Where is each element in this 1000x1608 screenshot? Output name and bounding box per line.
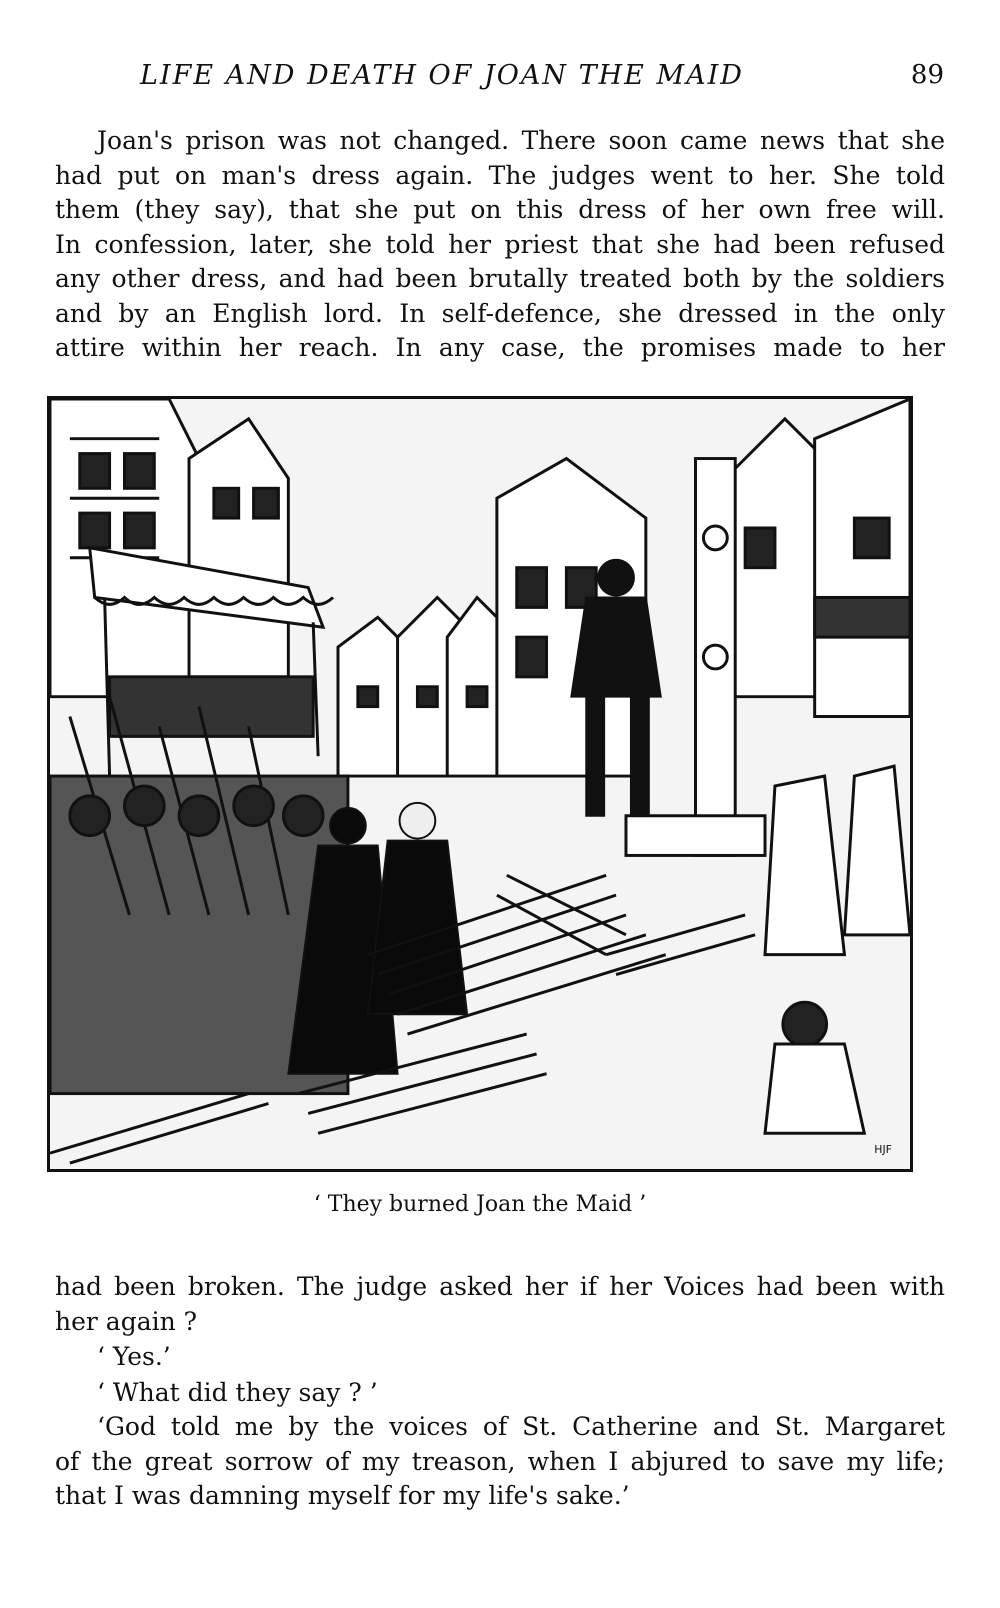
page-number: 89 [910, 60, 944, 90]
illustration-burning-of-joan [47, 396, 913, 1172]
engraving-drawing [50, 399, 910, 1169]
text-line: her again ? [55, 1306, 198, 1336]
dialog-yes: ‘ Yes.’ [97, 1342, 171, 1371]
artist-monogram: HJF [874, 1143, 892, 1157]
text-line: had put on man's dress again. The judges went to her. She told [55, 160, 945, 190]
paragraph-joan-answer [55, 1410, 945, 1514]
dialog-what-did-they-say: ‘ What did they say ? ’ [97, 1378, 378, 1407]
text-line: that I was damning myself for my life's sake.’ [55, 1481, 630, 1510]
text-line: them (they say), that she put on this dress of her own free will. [55, 195, 945, 224]
text-line: and by an English lord. In self-defence, she dressed in the only [55, 298, 945, 328]
paragraph-judge-question [55, 1270, 945, 1339]
left-buildings [50, 399, 288, 697]
text-line: any other dress, and had been brutally treated both by the soldiers [55, 264, 945, 293]
text-line: ‘God told me by the voices of St. Catherine and St. Margaret [97, 1412, 945, 1441]
running-title: LIFE AND DEATH OF JOAN THE MAID [140, 60, 744, 91]
text-line: of the great sorrow of my treason, when I abjured to save my life; [55, 1446, 945, 1476]
text-line: had been broken. The judge asked her if her Voices had been with [55, 1272, 945, 1301]
paragraph-prison [55, 124, 945, 366]
text-line: attire within her reach. In any case, the promises made to her [55, 333, 945, 362]
text-line: Joan's prison was not changed. There soon came news that she [97, 126, 945, 155]
text-line: In confession, later, she told her priest that she had been refused [55, 229, 945, 259]
illustration-caption: ‘ They burned Joan the Maid ’ [313, 1192, 647, 1217]
page-header [140, 60, 944, 100]
